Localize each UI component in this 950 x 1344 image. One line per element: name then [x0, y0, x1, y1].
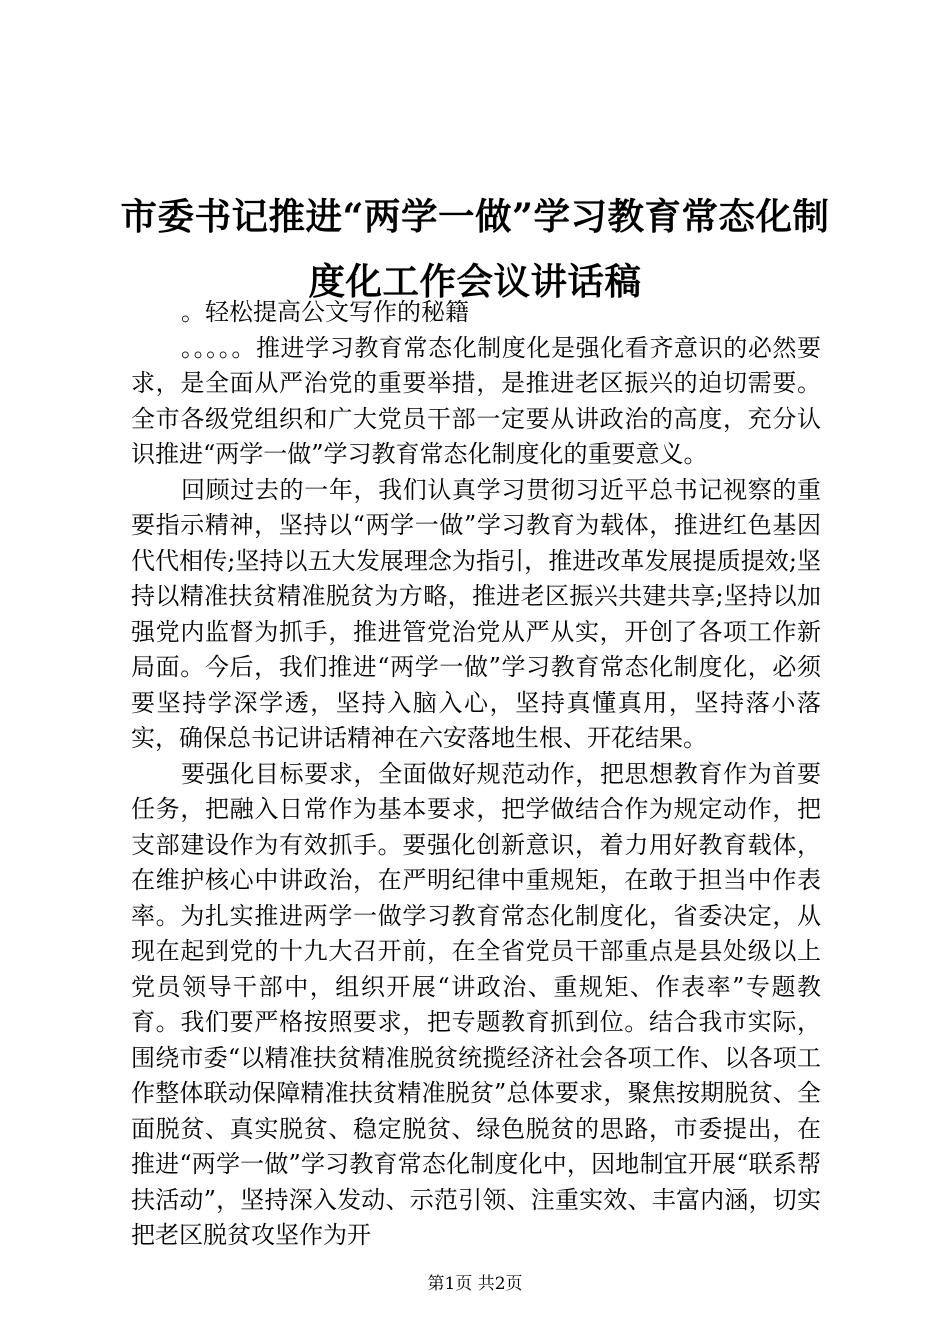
page-footer: 第1页 共2页	[427, 1274, 523, 1294]
document-title: 市委书记推进“两学一做”学习教育常态化制度化工作会议讲话稿	[120, 195, 830, 304]
document-body	[131, 295, 821, 1254]
paragraph-2: 回顾过去的一年，我们认真学习贯彻习近平总书记视察的重要指示精神，坚持以“两学一做”学习教育为载体，推进红色基因代代相传;坚持以五大发展理念为指引，推进改革发展提质提效;坚持以精准扶贫精准脱贫为方略，推进老区振兴共建共享;坚持以加强党内监督为抓手，推进管党治党从严从实，开创了各项工作新局面。今后，我们推进“两学一做”学习教育常态化制度化，必须要坚持学深学透，坚持入脑入心，坚持真懂真用，坚持落小落实，确保总书记讲话精神在六安落地生根、开花结果。	[131, 475, 821, 752]
paragraph-1: 。。。。。推进学习教育常态化制度化是强化看齐意识的必然要求，是全面从严治党的重要举措，是推进老区振兴的迫切需要。全市各级党组织和广大党员干部一定要从讲政治的高度，充分认识推进“两学一做”学习教育常态化制度化的重要意义。	[131, 333, 821, 468]
paragraph-3: 要强化目标要求，全面做好规范动作，把思想教育作为首要任务，把融入日常作为基本要求，把学做结合作为规定动作，把支部建设作为有效抓手。要强化创新意识，着力用好教育载体，在维护核心中讲政治，在严明纪律中重规矩，在敢于担当中作表率。为扎实推进两学一做学习教育常态化制度化，省委决定，从现在起到党的十九大召开前，在全省党员干部重点是县处级以上党员领导干部中，组织开展“讲政治、重规矩、作表率”专题教育。我们要严格按照要求，把专题教育抓到位。结合我市实际，围绕市委“以精准扶贫精准脱贫统揽经济社会各项工作、以各项工作整体联动保障精准扶贫精准脱贫”总体要求，聚焦按期脱贫、全面脱贫、真实脱贫、稳定脱贫、绿色脱贫的思路，市委提出，在推进“两学一做”学习教育常态化制度化中，因地制宜开展“联系帮扶活动”，坚持深入发动、示范引领、注重实效、丰富内涵，切实把老区脱贫攻坚作为开	[131, 759, 821, 1249]
paragraph-subtitle: 。轻松提高公文写作的秘籍	[181, 298, 469, 326]
